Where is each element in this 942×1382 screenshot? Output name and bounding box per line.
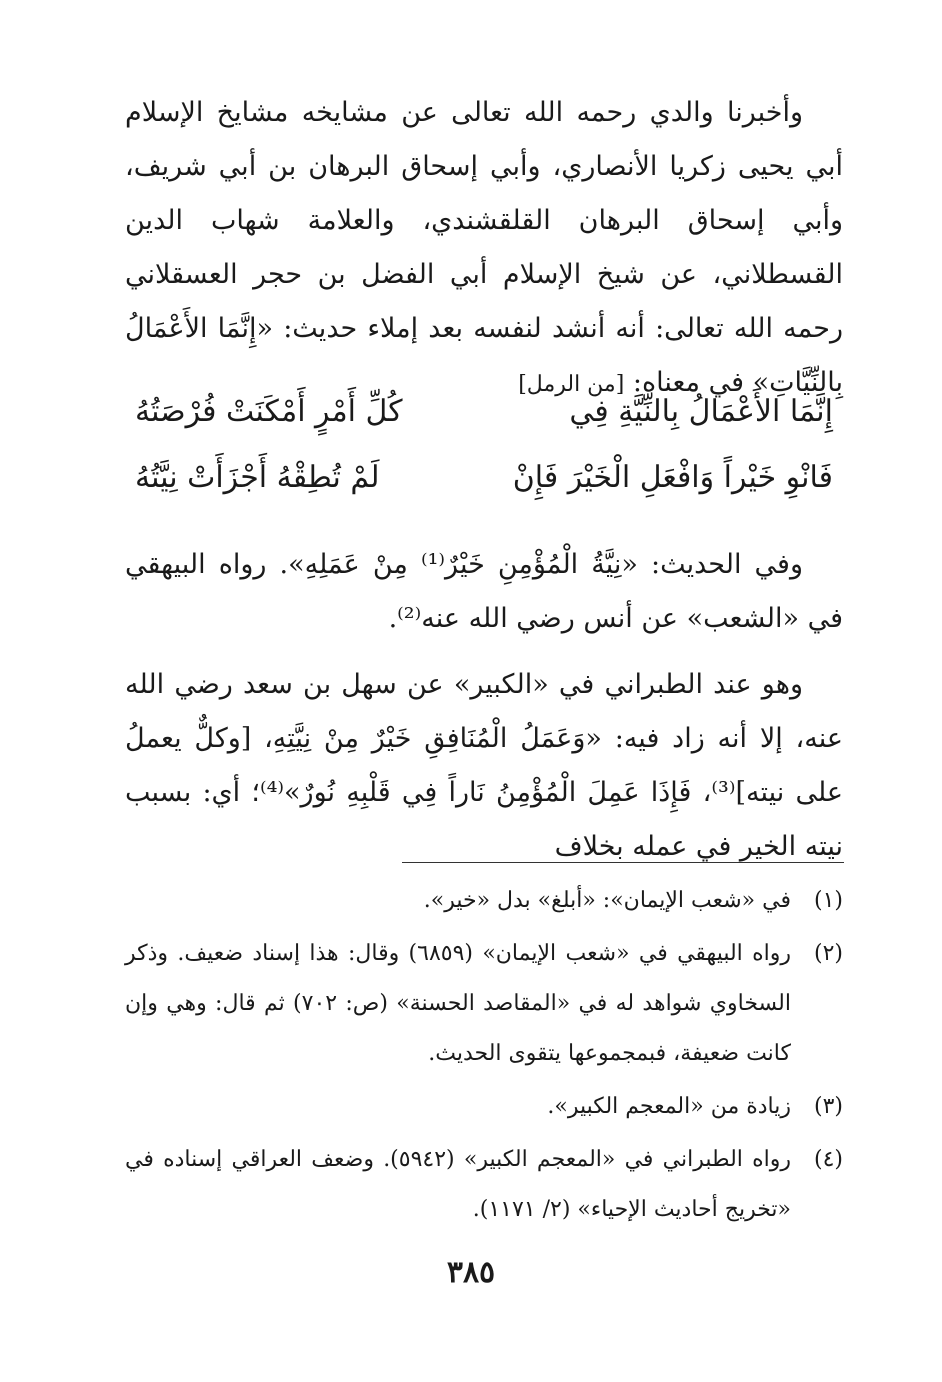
footnote-1 [125,876,843,926]
footnote-number: (٣) [813,1094,843,1119]
paragraph-1-text [125,86,843,412]
footnote-text: في «شعب الإيمان»: «أبلغ» بدل «خير». [423,888,791,913]
verse-2-second-hemistich: لَمْ تُطِقْهُ أَجْزَأَتْ نِيَّتُهُ [135,460,380,495]
verse-1-first-hemistich: إِنَّمَا الأَعْمَالُ بِالنِّيَّةِ فِي [569,394,833,429]
poem [125,394,843,526]
paragraph-1-body: وأخبرنا والدي رحمه الله تعالى عن مشايخه مشايخ الإسلام أبي يحيى زكريا الأنصاري، وأبي إسحاق البرهان بن أبي شريف، وأبي إسحاق البرهان القلقشندي، والعلامة شهاب الدين القسطلاني، عن شيخ الإسلام أبي الفضل بن حجر العسقلاني رحمه الله تعالى: أنه أنشد لنفسه بعد إملاء حديث: «إِنَّمَا الأَعْمَالُ بِالنِّيَّاتِ» في معناه: [125,97,843,398]
footnote-separator [402,862,844,863]
footnote-2 [125,929,843,1079]
paragraph-3-text: وهو عند الطبراني في «الكبير» عن سهل بن سعد رضي الله عنه، إلا أنه زاد فيه: «وَعَمَلُ الْمُنَافِقِ خَيْرٌ مِنْ نِيَّتِهِ، [وكلٌّ يعملُ على نيته]⁽³⁾، فَإِذَا عَمِلَ الْمُؤْمِنُ نَاراً فِي قَلْبِهِ نُورٌ»⁽⁴⁾؛ أي: بسبب نيته الخير في عمله بخلاف [125,669,843,862]
poem-meter-label: [من الرمل] [518,372,625,397]
poem-verse-1 [125,394,843,460]
footnote-text: زيادة من «المعجم الكبير». [547,1094,791,1119]
footnote-number: (٢) [813,941,843,966]
footnotes [125,876,843,1238]
footnote-number: (١) [813,888,843,913]
paragraph-1 [125,86,843,412]
footnote-text: رواه البيهقي في «شعب الإيمان» (٦٨٥٩) وقال: هذا إسناد ضعيف. وذكر السخاوي شواهد له في «المقاصد الحسنة» (ص: ٧٠٢) ثم قال: وهي وإن كانت ضعيفة، فبمجموعها يتقوى الحديث. [125,941,791,1066]
verse-1-second-hemistich: كُلِّ أَمْرٍ أَمْكَنَتْ فُرْصَتُهُ [135,394,403,429]
poem-verse-2 [125,460,843,526]
paragraph-3 [125,658,843,874]
footnote-4 [125,1135,843,1235]
verse-2-first-hemistich: فَانْوِ خَيْراً وَافْعَلِ الْخَيْرَ فَإِنْ [512,460,833,495]
paragraph-2-text: وفي الحديث: «نِيَّةُ الْمُؤْمِنِ خَيْرٌ⁽¹⁾ مِنْ عَمَلِهِ». رواه البيهقي في «الشعب» عن أنس رضي الله عنه⁽²⁾. [125,549,843,634]
footnote-text: رواه الطبراني في «المعجم الكبير» (٥٩٤٢). وضعف العراقي إسناده في «تخريج أحاديث الإحياء» (٢/ ١١٧١). [125,1147,792,1222]
page-number: ٣٨٥ [446,1255,496,1290]
footnote-3 [125,1082,843,1132]
paragraph-2 [125,538,843,646]
footnote-number: (٤) [813,1147,843,1172]
